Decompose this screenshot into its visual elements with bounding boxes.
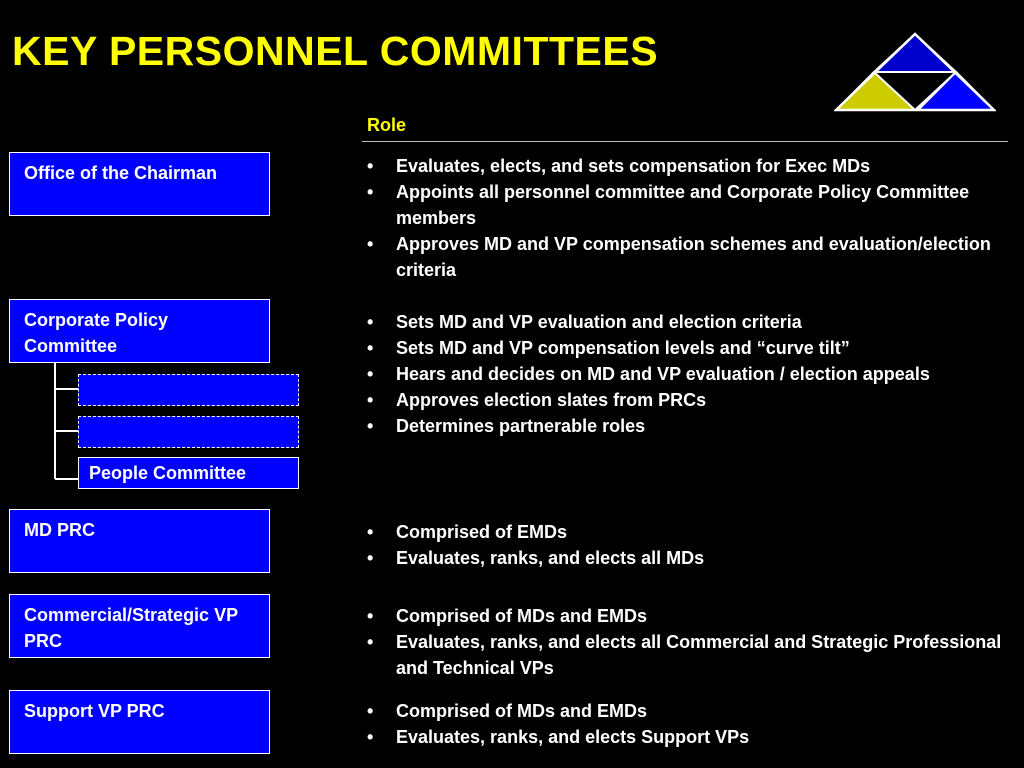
role-text: Hears and decides on MD and VP evaluation / election appeals: [396, 364, 930, 384]
bullet-icon: •: [367, 364, 374, 384]
role-bullet: [367, 153, 1007, 179]
role-bullet: [367, 413, 1007, 439]
bullet-icon: •: [367, 727, 374, 747]
role-bullet: [367, 519, 1007, 545]
role-bullet: [367, 629, 1007, 681]
subcommittee-box: [78, 374, 299, 406]
office-of-the-chairman-box: [9, 152, 270, 216]
md-prc-box: [9, 509, 270, 573]
role-text: Comprised of MDs and EMDs: [396, 606, 648, 626]
role-bullet: [367, 545, 1007, 571]
role-bullet: [367, 698, 1007, 724]
bullet-icon: •: [367, 234, 374, 254]
role-list-md-prc: [367, 519, 1007, 571]
role-bullet: [367, 335, 1007, 361]
role-bullet: [367, 309, 1007, 335]
bullet-icon: •: [367, 416, 374, 436]
role-list-corporate-policy-committee: [367, 309, 1007, 439]
bullet-icon: •: [367, 522, 374, 542]
role-bullet: [367, 179, 1007, 231]
role-list-support-vp-prc: [367, 698, 1007, 750]
subcommittee-box: [78, 416, 299, 448]
bullet-icon: •: [367, 312, 374, 332]
committee-label: Corporate Policy Committee: [24, 310, 169, 356]
role-text: Sets MD and VP compensation levels and “curve tilt”: [396, 338, 850, 358]
role-text: Appoints all personnel committee and Corporate Policy Committee members: [396, 182, 970, 228]
role-column-header: Role: [367, 115, 407, 135]
role-text: Determines partnerable roles: [396, 416, 646, 436]
role-list-commercial-strategic-vp-prc: [367, 603, 1007, 681]
role-bullet: [367, 603, 1007, 629]
bullet-icon: •: [367, 156, 374, 176]
role-list-office-of-the-chairman: [367, 153, 1007, 283]
bullet-icon: •: [367, 632, 374, 652]
committee-label: MD PRC: [24, 520, 95, 540]
role-bullet: [367, 231, 1007, 283]
role-text: Approves election slates from PRCs: [396, 390, 707, 410]
role-bullet: [367, 361, 1007, 387]
role-bullet: [367, 724, 1007, 750]
bullet-icon: •: [367, 548, 374, 568]
role-text: Evaluates, ranks, and elects all Commercial and Strategic Professional and Technical VPs: [396, 632, 1002, 678]
role-text: Evaluates, ranks, and elects all MDs: [396, 548, 705, 568]
role-text: Sets MD and VP evaluation and election criteria: [396, 312, 802, 332]
bullet-icon: •: [367, 390, 374, 410]
role-text: Comprised of EMDs: [396, 522, 568, 542]
role-text: Comprised of MDs and EMDs: [396, 701, 648, 721]
role-text: Approves MD and VP compensation schemes and evaluation/election criteria: [396, 234, 991, 280]
bullet-icon: •: [367, 701, 374, 721]
bullet-icon: •: [367, 606, 374, 626]
subcommittee-label: People Committee: [89, 463, 247, 483]
role-text: Evaluates, elects, and sets compensation for Exec MDs: [396, 156, 871, 176]
support-vp-prc-box: [9, 690, 270, 754]
committee-label: Support VP PRC: [24, 701, 165, 721]
bullet-icon: •: [367, 338, 374, 358]
page-title: KEY PERSONNEL COMMITTEES: [12, 28, 659, 74]
commercial-strategic-vp-prc-box: [9, 594, 270, 658]
people-committee-box: [78, 457, 299, 489]
role-text: Evaluates, ranks, and elects Support VPs: [396, 727, 750, 747]
role-bullet: [367, 387, 1007, 413]
bullet-icon: •: [367, 182, 374, 202]
committee-label: Office of the Chairman: [24, 163, 218, 183]
committee-label: Commercial/Strategic VP PRC: [24, 605, 238, 651]
corporate-policy-committee-box: [9, 299, 270, 363]
role-header-divider: [362, 141, 1008, 142]
triangle-logo-icon: [834, 32, 996, 112]
